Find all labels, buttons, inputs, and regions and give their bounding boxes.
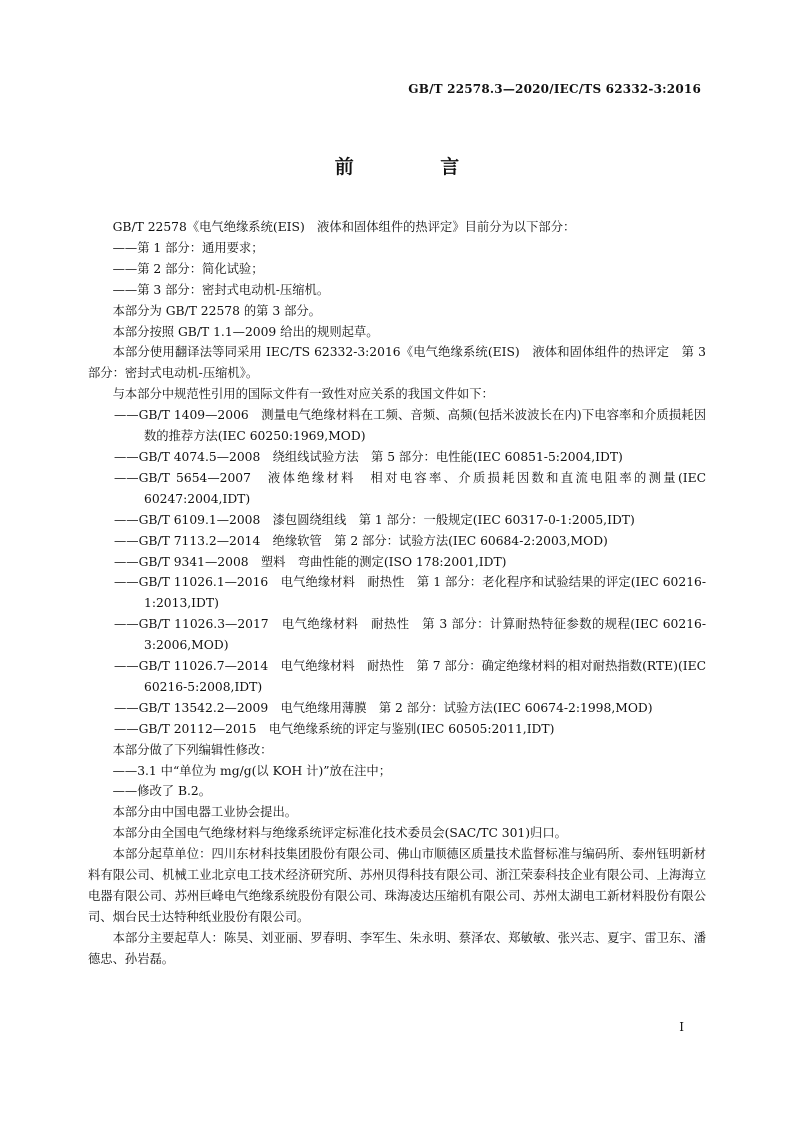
translation-paragraph: 本部分使用翻译法等同采用 IEC/TS 62332-3:2016《电气绝缘系统(EIS) 液体和固体组件的热评定 第 3 部分：密封式电动机-压缩机》。 (88, 345, 706, 381)
reference-list-item: ——GB/T 20112—2015 电气绝缘系统的评定与鉴别(IEC 60505:2011,IDT) (114, 721, 555, 736)
reference-list-item: ——GB/T 5654—2007 液体绝缘材料 相对电容率、介质损耗因数和直流电阻率的测量(IEC 60247:2004,IDT) (114, 470, 706, 506)
proposed-by-paragraph: 本部分由中国电器工业协会提出。 (112, 805, 298, 820)
page-title: 前 言 (334, 156, 500, 178)
editorial-list-item: ——修改了 B.2。 (112, 784, 212, 799)
reference-list-item: ——GB/T 11026.3—2017 电气绝缘材料 耐热性 第 3 部分：计算耐热特征参数的规程(IEC 60216-3:2006,MOD) (114, 617, 706, 653)
centralized-by-paragraph: 本部分由全国电气绝缘材料与绝缘系统评定标准化技术委员会(SAC/TC 301)归口。 (112, 826, 567, 841)
part-list-item: ——第 2 部分：简化试验； (112, 261, 264, 276)
document-body (88, 217, 706, 970)
reference-list-item: ——GB/T 13542.2—2009 电气绝缘用薄膜 第 2 部分：试验方法(IEC 60674-2:1998,MOD) (114, 700, 653, 715)
reference-list-item: ——GB/T 1409—2006 测量电气绝缘材料在工频、音频、高频(包括米波波长在内)下电容率和介质损耗因数的推荐方法(IEC 60250:1969,MOD) (114, 408, 706, 444)
part-list-item: ——第 1 部分：通用要求； (112, 240, 264, 255)
reference-list-item: ——GB/T 7113.2—2014 绝缘软管 第 2 部分：试验方法(IEC 60684-2:2003,MOD) (114, 533, 608, 548)
correspondence-intro: 与本部分中规范性引用的国际文件有一致性对应关系的我国文件如下： (112, 387, 494, 402)
editorial-intro: 本部分做了下列编辑性修改： (112, 742, 273, 757)
editorial-list-item: ——3.1 中“单位为 mg/g(以 KOH 计)”放在注中； (112, 763, 392, 778)
drafting-rules-paragraph: 本部分按照 GB/T 1.1—2009 给出的规则起草。 (112, 324, 379, 339)
reference-list-item: ——GB/T 9341—2008 塑料 弯曲性能的测定(ISO 178:2001,IDT) (114, 554, 507, 569)
part-list-item: ——第 3 部分：密封式电动机-压缩机。 (112, 282, 330, 297)
reference-list-item: ——GB/T 6109.1—2008 漆包圆绕组线 第 1 部分：一般规定(IEC 60317-0-1:2005,IDT) (114, 512, 635, 527)
part-of-paragraph: 本部分为 GB/T 22578 的第 3 部分。 (112, 303, 321, 318)
reference-list-item: ——GB/T 4074.5—2008 绕组线试验方法 第 5 部分：电性能(IEC 60851-5:2004,IDT) (114, 449, 623, 464)
intro-paragraph: GB/T 22578《电气绝缘系统(EIS) 液体和固体组件的热评定》目前分为以下部分： (112, 220, 576, 234)
drafters-paragraph: 本部分主要起草人：陈昊、刘亚丽、罗春明、李军生、朱永明、蔡泽农、郑敏敏、张兴志、夏宇、雷卫东、潘德忠、孙岩磊。 (88, 930, 706, 966)
drafting-units-paragraph: 本部分起草单位：四川东材科技集团股份有限公司、佛山市顺德区质量技术监督标准与编码所、泰州钰明新材料有限公司、机械工业北京电工技术经济研究所、苏州贝得科技有限公司、浙江荣泰科技企业有限公司、上海海立电器有限公司、苏州巨峰电气绝缘系统股份有限公司、珠海凌达压缩机有限公司、苏州太湖电工新材料股份有限公司、烟台民士达特种纸业股份有限公司。 (88, 847, 706, 924)
reference-list-item: ——GB/T 11026.1—2016 电气绝缘材料 耐热性 第 1 部分：老化程序和试验结果的评定(IEC 60216-1:2013,IDT) (114, 575, 706, 611)
standard-number-header: GB/T 22578.3—2020/IEC/TS 62332-3:2016 (408, 82, 701, 96)
page-number: I (679, 1020, 684, 1034)
reference-list-item: ——GB/T 11026.7—2014 电气绝缘材料 耐热性 第 7 部分：确定绝缘材料的相对耐热指数(RTE)(IEC 60216-5:2008,IDT) (114, 659, 706, 694)
